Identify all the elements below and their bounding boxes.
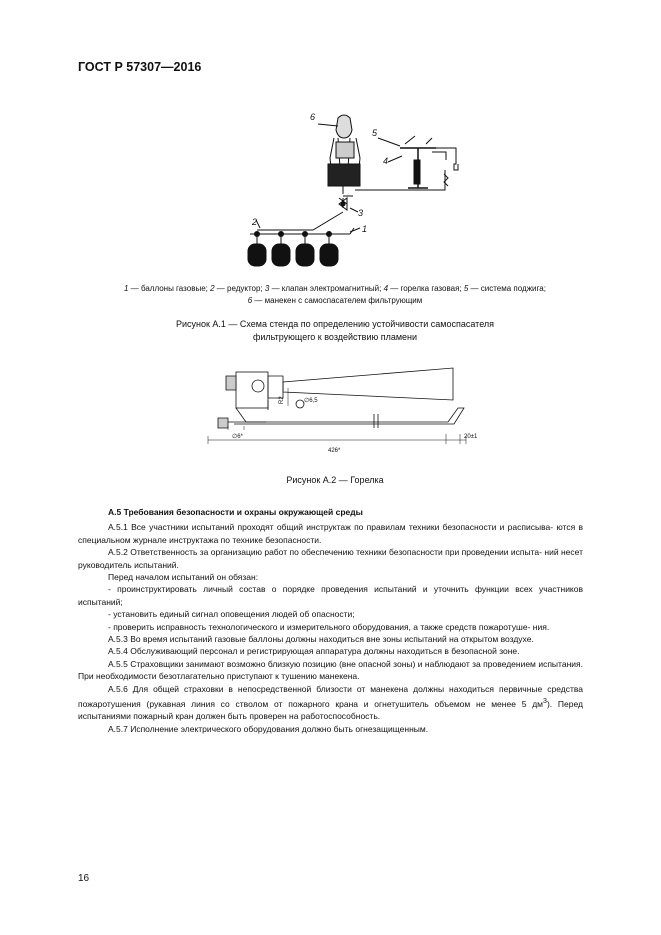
dim-r2: R2 (279, 396, 285, 404)
paragraph-a5-6: А.5.6 Для общей страховки в непосредственной близости от манекена должны находиться первичные средства пожаротушения (рукавная линия со стволом от пожарного крана и огнетушитель объемом не менее 5 $дм^3$). Перед испытаниями пожарный кран должен быть проверен на работоспособность. (78, 683, 583, 722)
paragraph-a5-5: А.5.5 Страховщики занимают возможно близкую позицию (вне опасной зоны) и наблюдают за проведением испытания. При необходимости безотлагательно приступают к тушению манекена. (78, 658, 583, 682)
label-1: 1 (362, 224, 368, 234)
label-4: 4 (383, 156, 389, 166)
paragraph-a5-2: А.5.2 Ответственность за организацию работ по обеспечению техники безопасности при проведении испыта- ний несет руководитель испытаний. (78, 547, 584, 570)
figure-1-test-stand-diagram (200, 100, 480, 280)
paragraph-duty-1: - проинструктировать личный состав о порядке проведения испытаний и уточнить функции всех участников испытаний; (78, 584, 583, 607)
dim-20: 20±1 (464, 434, 478, 440)
paragraph-duty-3: - проверить исправность технологического и измерительного оборудования, а также средств пожаротуше- ния. (108, 621, 550, 632)
ignition-system-drawing (436, 148, 458, 170)
label-2: 2 (252, 217, 258, 227)
legend-item-6: 6 — манекен с самоспасателем фильтрующим (247, 296, 423, 305)
paragraph-a5-4: А.5.4 Обслуживающий персонал и регистрирующая аппаратура должны находиться в безопасной зоне. (108, 646, 520, 657)
paragraph-a5-1: А.5.1 Все участники испытаний проходят общий инструктаж по правилам техники безопасности и расписыва- ются в специальном журнале инструктажа по технике безопасности. (78, 522, 583, 545)
page-number: 16 (78, 873, 90, 884)
figure-2-burner-drawing (198, 360, 498, 465)
figure-1-caption: Рисунок А.1 — Схема стенда по определению устойчивости самоспасателя фильтрующего к воздействию пламени (175, 319, 495, 342)
dim-diameter-6-5: ∅6,5 (304, 398, 318, 404)
figure-2-caption: Рисунок А.2 — Горелка (286, 475, 384, 485)
dim-length-426: 426* (328, 448, 341, 454)
gas-cylinders-drawing (248, 228, 354, 266)
gas-burner-drawing (400, 136, 446, 188)
legend-item-3: 3 — клапан электромагнитный; (264, 284, 384, 293)
paragraph-a5-3: А.5.3 Во время испытаний газовые баллоны должны находиться вне зоны испытаний на открытом воздухе. (108, 634, 534, 645)
legend-item-2: 2 — редуктор; (210, 284, 265, 293)
legend-item-1: 1 — баллоны газовые; (124, 284, 211, 293)
legend-item-5: 5 — система поджига; (463, 284, 546, 293)
mannequin-stand (328, 164, 360, 186)
section-title: А.5 Требования безопасности и охраны окружающей среды (108, 507, 363, 517)
paragraph-duties: Перед началом испытаний он обязан: (108, 572, 259, 583)
label-5: 5 (372, 128, 378, 138)
figure-1-legend (100, 283, 570, 307)
section-a5 (78, 506, 583, 735)
dim-diameter-6: ∅6* (232, 434, 243, 440)
document-header: ГОСТ Р 57307—2016 (78, 60, 202, 74)
paragraph-a5-7: А.5.7 Исполнение электрического оборудования должно быть огнезащищенным. (108, 723, 429, 734)
label-6: 6 (310, 112, 316, 122)
label-3: 3 (358, 208, 364, 218)
paragraph-duty-2: - установить единый сигнал оповещения людей об опасности; (108, 609, 355, 620)
legend-item-4: 4 — горелка газовая; (383, 284, 464, 293)
